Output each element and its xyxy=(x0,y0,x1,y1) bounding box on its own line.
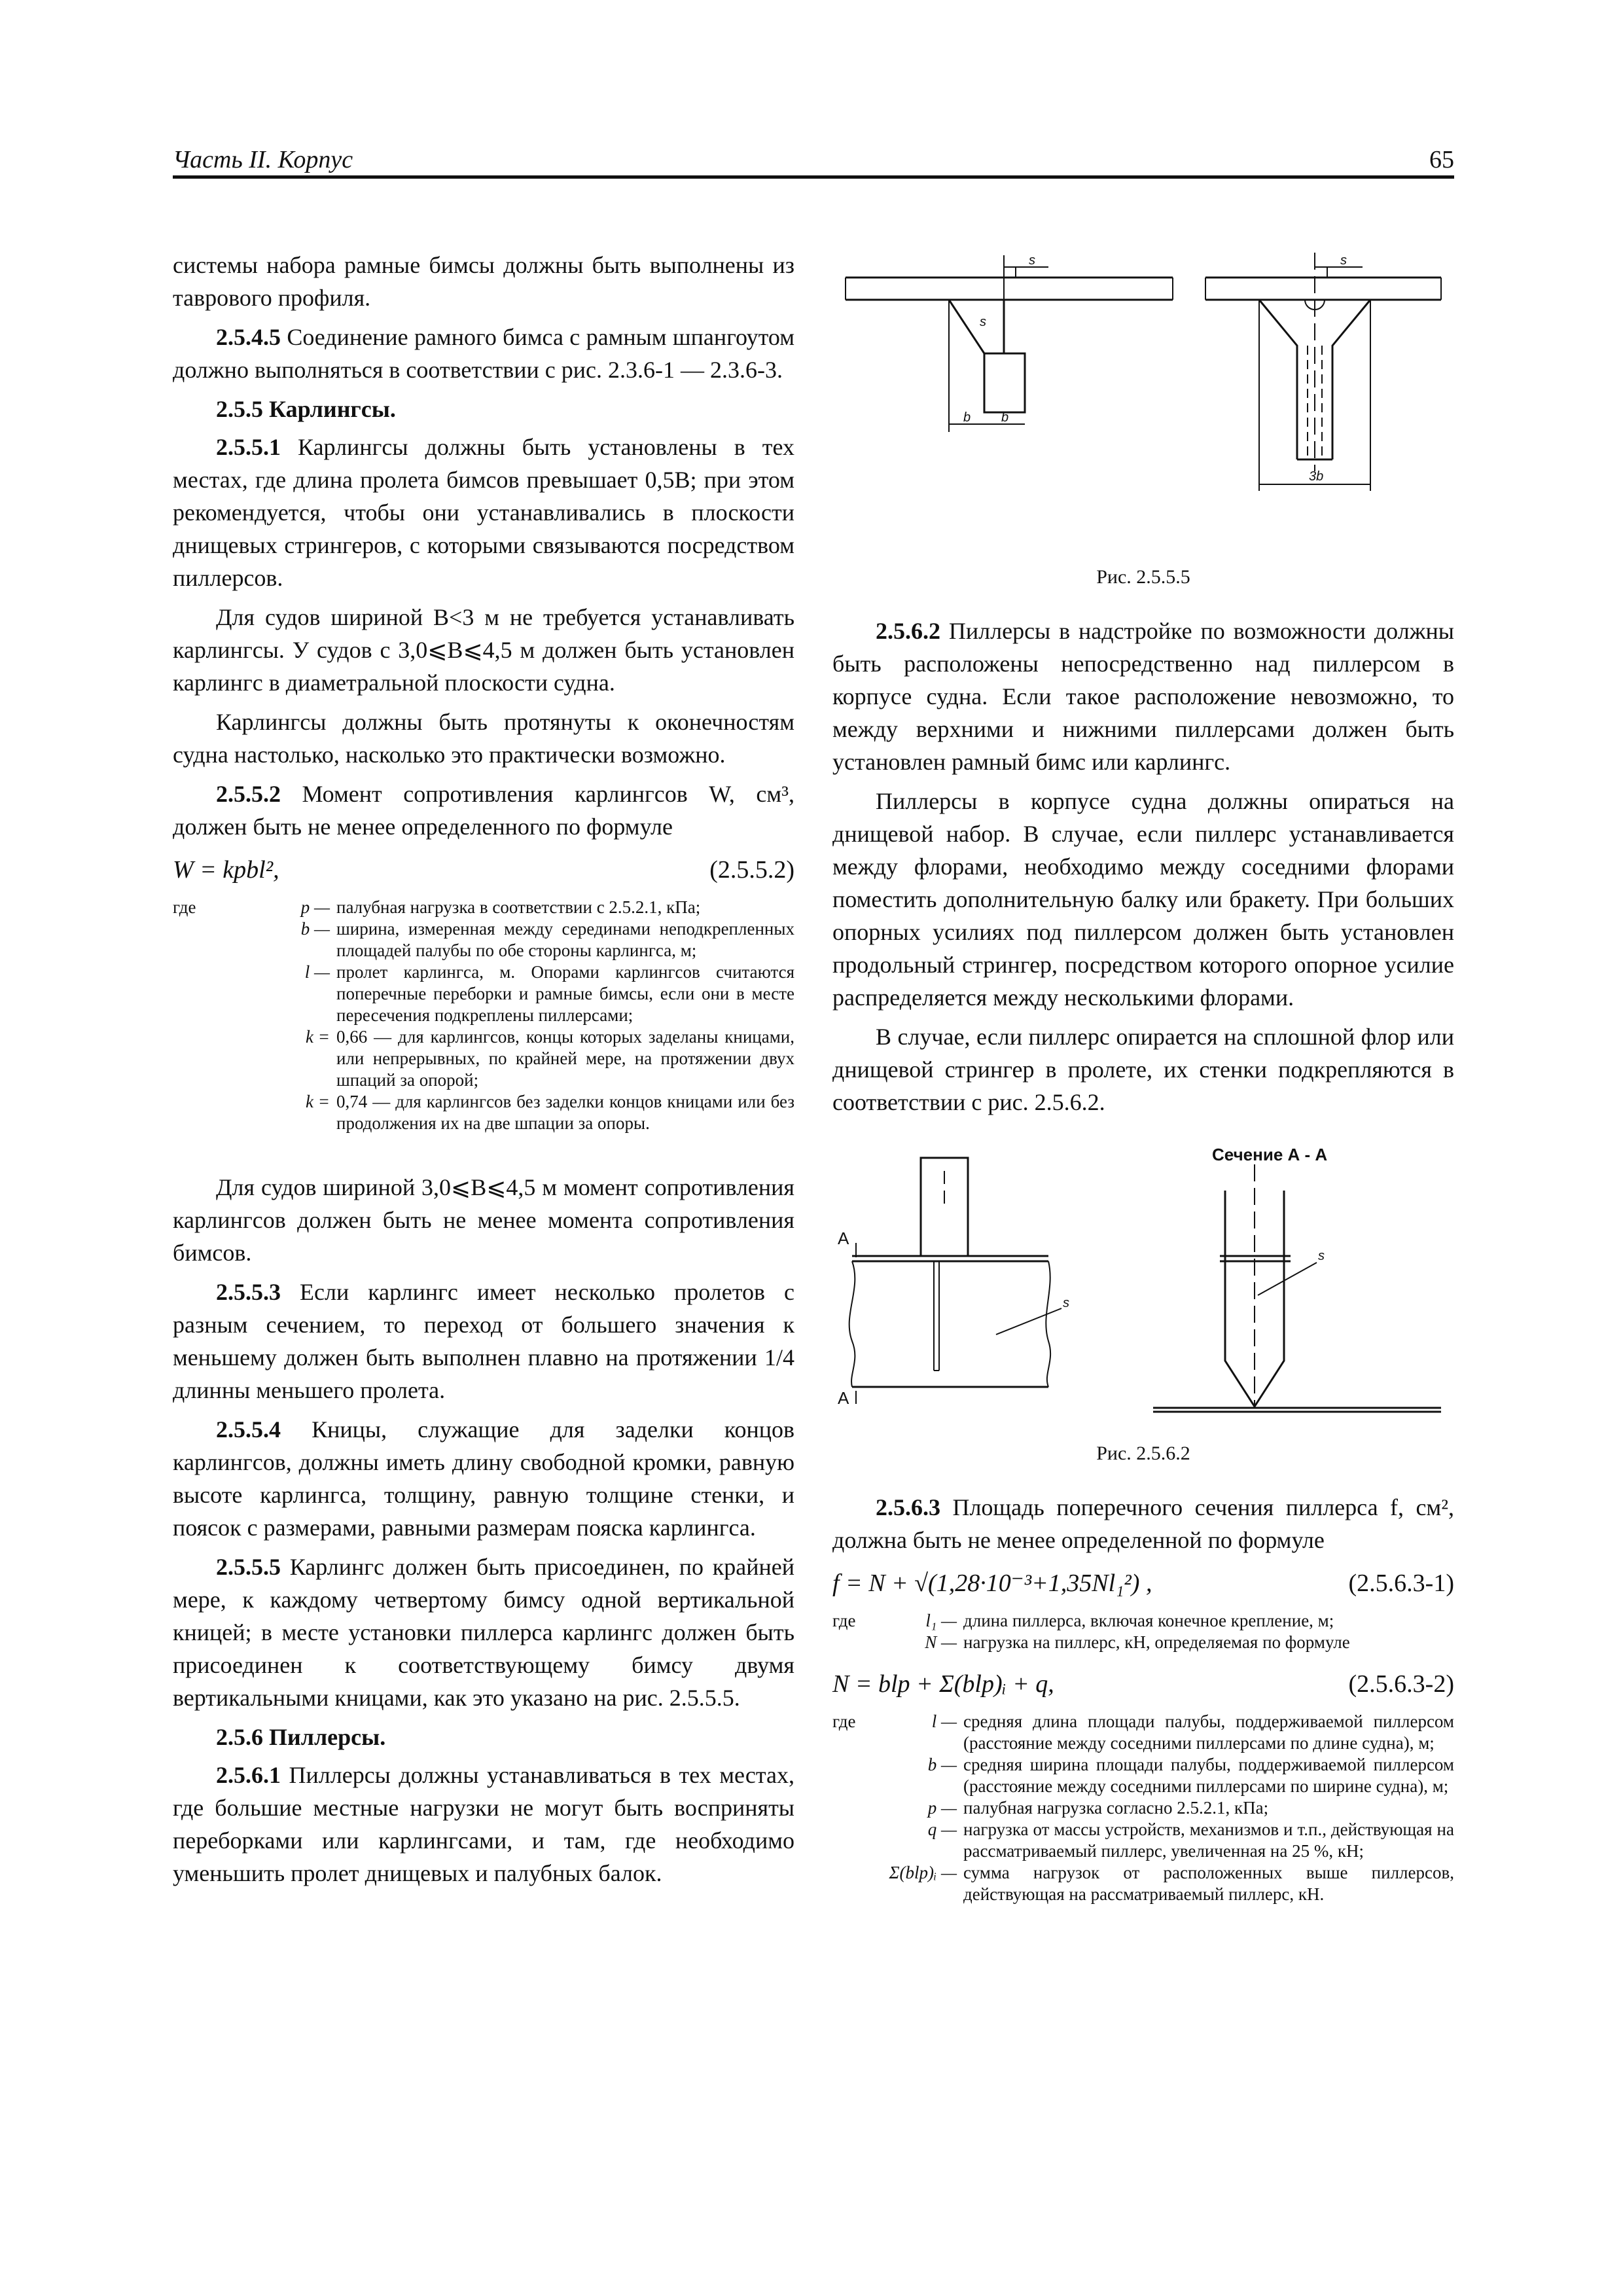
paragraph: Карлингсы должны быть протянуты к оконечностям судна настолько, насколько это практически возможно. xyxy=(173,709,794,768)
page-number: 65 xyxy=(1429,146,1454,173)
paragraph-2-5-5-3: 2.5.5.3 Если карлингс имеет несколько пролетов с разным сечением, то переход от большего значения к меньшему должен быть выполнен плавно на протяжении 1/4 длинны меньшего пролета. xyxy=(173,1279,794,1403)
where-list xyxy=(832,1711,1454,1905)
paragraph-2-5-5-4: 2.5.5.4 Кницы, служащие для заделки концов карлингсов, должны иметь длину свободной кромки, равную высоте карлингса, толщину, равную толщине стенки, и поясок с размерами, равными размерам пояска карлингса. xyxy=(173,1416,794,1541)
where-label: где xyxy=(832,1611,856,1630)
paragraph-2-5-5-1: 2.5.5.1 Карлингсы должны быть установлены в тех местах, где длина пролета бимсов превышает 0,5B; при этом рекомендуется, чтобы они устанавливались в плоскости днищевых стрингеров, с которыми связываются посредством пиллерсов. xyxy=(173,434,794,591)
formula-2-5-5-2 xyxy=(173,852,794,888)
label-b: b xyxy=(963,410,971,425)
formula-body: f = N + √(1,28·10⁻³+1,35Nl₁²) , xyxy=(832,1570,1152,1597)
paragraph: В случае, если пиллерс опирается на сплошной флор или днищевой стрингер в пролете, их стенки подкрепляются в соответствии с рис. 2.5.6.2. xyxy=(832,1024,1454,1115)
label-a: А xyxy=(838,1388,849,1408)
section-label: Сечение А - А xyxy=(1212,1145,1328,1164)
where-list xyxy=(173,897,794,1134)
where-item: q — нагрузка от массы устройств, механизмов и т.п., действующая на рассматриваемый пиллерс, увеличенная на 25 %, кН; xyxy=(927,1820,1454,1861)
formula-2-5-6-3-2 xyxy=(832,1666,1454,1702)
left-column xyxy=(173,249,794,1896)
bracket xyxy=(1259,300,1297,459)
where-item: l — пролет карлингса, м. Опорами карлингсов считаются поперечные переборки и рамные бимсы, если они в месте пересечения подкреплены пиллерсами; xyxy=(304,962,794,1025)
right-column xyxy=(832,249,1454,1918)
label-s: s xyxy=(1063,1296,1069,1310)
paragraph: Для судов шириной 3,0⩽B⩽4,5 м момент сопротивления карлингсов должен быть не менее момента сопротивления бимсов. xyxy=(173,1174,794,1266)
section-heading-2-5-6: 2.5.6 Пиллерсы. xyxy=(216,1724,386,1750)
paragraph: системы набора рамные бимсы должны быть выполнены из таврового профиля. xyxy=(173,252,794,311)
figure-2-5-5-5 xyxy=(832,249,1454,556)
where-item: k = 0,66 — для карлингсов, концы которых заделаны кницами, или непрерывных, по крайней мере, на протяжении двух шпаций за опорой; xyxy=(306,1027,794,1090)
formula-body: W = kpbl², xyxy=(173,856,279,884)
formula-number: (2.5.6.3-1) xyxy=(1348,1570,1454,1597)
figure-caption: Рис. 2.5.5.5 xyxy=(1096,566,1190,588)
label-s: s xyxy=(1340,253,1347,268)
formula-number: (2.5.6.3-2) xyxy=(1348,1670,1454,1698)
where-list xyxy=(832,1610,1454,1653)
paragraph-2-5-6-1: 2.5.6.1 Пиллерсы должны устанавливаться в тех местах, где большие местные нагрузки не могут быть восприняты переборками или карлингсами, и там, где необходимо уменьшить пролет днищевых и палубных балок. xyxy=(173,1762,794,1886)
page-header xyxy=(173,140,1454,177)
where-item: p — палубная нагрузка согласно 2.5.2.1, кПа; xyxy=(927,1798,1269,1818)
figure-caption: Рис. 2.5.6.2 xyxy=(1096,1443,1190,1464)
paragraph-2-5-6-2: 2.5.6.2 Пиллерсы в надстройке по возможности должны быть расположены непосредственно над пиллерсом в корпусе судна. Если такое расположение невозможно, то между верхними и нижними пиллерсами должен быть установлен рамный бимс или карлингс. xyxy=(832,618,1454,775)
where-label: где xyxy=(832,1712,856,1731)
label-3b: 3b xyxy=(1309,469,1324,484)
header-rule xyxy=(173,175,1454,179)
where-item: N — нагрузка на пиллерс, кН, определяемая по формуле xyxy=(925,1632,1350,1652)
label-a: А xyxy=(838,1229,849,1248)
where-item: b — ширина, измеренная между серединами неподкрепленных площадей палубы по обе стороны карлингса, м; xyxy=(300,919,794,960)
paragraph-2-5-5-2: 2.5.5.2 Момент сопротивления карлингсов W, см³, должен быть не менее определенного по формуле xyxy=(173,781,794,840)
paragraph-2-5-5-5: 2.5.5.5 Карлингс должен быть присоединен, по крайней мере, к каждому четвертому бимсу одной вертикальной кницей; в месте установки пиллерса карлингс должен быть присоединен к соответствующему бимсу двумя вертикальными кницами, как это указано на рис. 2.5.5.5. xyxy=(173,1554,794,1711)
paragraph-2-5-6-3: 2.5.6.3 Площадь поперечного сечения пиллерса f, см², должна быть не менее определенной по формуле xyxy=(832,1494,1454,1553)
figure-2-5-6-2 xyxy=(832,1145,1454,1433)
where-item: l — средняя длина площади палубы, поддерживаемой пиллерсом (расстояние между соседними пиллерсами по длине судна), м; xyxy=(931,1712,1454,1753)
formula-body: N = blp + Σ(blp)ᵢ + q, xyxy=(832,1670,1054,1698)
bracket xyxy=(1332,300,1370,459)
paragraph-2-5-4-5: 2.5.4.5 Соединение рамного бимса с рамным шпангоутом должно выполняться в соответствии с рис. 2.3.6-1 — 2.3.6-3. xyxy=(173,324,794,383)
where-item: k = 0,74 — для карлингсов без заделки концов кницами или без продолжения их на две шпации за опоры. xyxy=(306,1092,794,1133)
where-label: где xyxy=(173,897,196,917)
carling-section xyxy=(984,353,1025,412)
running-title: Часть II. Корпус xyxy=(173,146,353,173)
where-item: b — средняя ширина площади палубы, поддерживаемой пиллерсом (расстояние между соседними пиллерсами по ширине судна), м; xyxy=(927,1755,1454,1796)
where-item: p — палубная нагрузка в соответствии с 2.5.2.1, кПа; xyxy=(300,897,701,917)
paragraph: Пиллерсы в корпусе судна должны опираться на днищевой набор. В случае, если пиллерс устанавливается между флорами, необходимо между соседними флорами поместить дополнительную балку или бракету. При больших опорных усилиях под пиллерсом должен быть установлен продольный стрингер, посредством которого опорное усилие распределяется между несколькими флорами. xyxy=(832,788,1454,1011)
label-b: b xyxy=(1001,410,1009,425)
where-item: Σ(blp)ᵢ — сумма нагрузок от расположенных выше пиллерсов, действующая на рассматриваемый пиллерс, кН. xyxy=(889,1863,1454,1904)
bracket xyxy=(949,300,984,412)
formula-2-5-6-3-1 xyxy=(832,1566,1454,1601)
formula-number: (2.5.5.2) xyxy=(709,856,794,884)
label-s: s xyxy=(980,315,986,329)
paragraph: Для судов шириной B<3 м не требуется устанавливать карлингсы. У судов с 3,0⩽B⩽4,5 м должен быть установлен карлингс в диаметральной плоскости судна. xyxy=(173,604,794,696)
section-heading-2-5-5: 2.5.5 Карлингсы. xyxy=(216,396,396,422)
label-s: s xyxy=(1318,1249,1325,1263)
label-s: s xyxy=(1029,253,1035,268)
where-item: l₁ — длина пиллерса, включая конечное крепление, м; xyxy=(925,1611,1334,1630)
